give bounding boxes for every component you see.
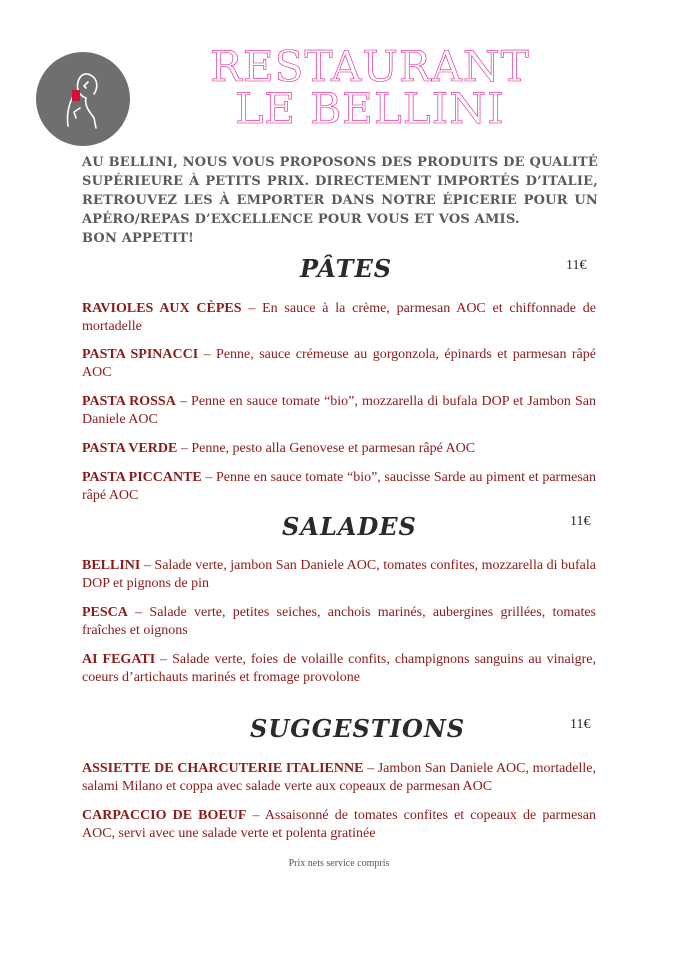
intro-paragraph <box>82 153 598 248</box>
section-title-salades: SALADES <box>282 512 417 541</box>
title-line-1: RESTAURANT <box>210 42 530 91</box>
menu-item-description: – En sauce à la crème, parmesan AOC et chiffonnade de mortadelle <box>82 301 596 334</box>
menu-item <box>82 557 596 593</box>
section-title-pates: PÂTES <box>300 254 393 283</box>
section-price-suggestions: 11€ <box>570 717 591 732</box>
menu-item-name: CARPACCIO DE BOEUF <box>82 808 247 823</box>
menu-item-name: PASTA PICCANTE <box>82 470 202 485</box>
menu-item-name: PASTA SPINACCI <box>82 347 199 362</box>
menu-item <box>82 760 596 796</box>
menu-item-description: – Penne en sauce tomate “bio”, mozzarella di bufala DOP et Jambon San Daniele AOC <box>82 394 597 427</box>
menu-item-description: – Penne en sauce tomate “bio”, saucisse Sarde au piment et parmesan râpé AOC <box>82 470 596 503</box>
menu-item-name: RAVIOLES AUX CÈPES <box>82 301 242 316</box>
section-title-suggestions: SUGGESTIONS <box>250 714 466 743</box>
section-price-salades: 11€ <box>570 514 591 529</box>
menu-item-description: – Salade verte, jambon San Daniele AOC, tomates confites, mozzarella di bufala DOP et pignons de pin <box>82 558 596 591</box>
woman-drinking-logo-icon <box>36 52 130 146</box>
menu-item-description: – Penne, sauce crémeuse au gorgonzola, épinards et parmesan râpé AOC <box>82 347 596 380</box>
menu-item <box>82 807 596 843</box>
menu-item-description: – Salade verte, foies de volaille confits, champignons sanguins au vinaigre, coeurs d’artichauts marinés et fromage provolone <box>82 652 596 685</box>
menu-item-name: BELLINI <box>82 558 141 573</box>
menu-item-description: – Jambon San Daniele AOC, mortadelle, salami Milano et coppa avec salade verte aux copeaux de parmesan AOC <box>82 761 597 794</box>
section-price-pates: 11€ <box>566 258 587 273</box>
menu-item <box>82 346 596 382</box>
menu-item <box>82 604 596 640</box>
menu-item-description: – Penne, pesto alla Genovese et parmesan râpé AOC <box>177 441 476 456</box>
menu-item-name: AI FEGATI <box>82 652 156 667</box>
menu-item <box>82 469 596 505</box>
menu-item-name: PESCA <box>82 605 128 620</box>
menu-item <box>82 393 596 429</box>
menu-item-name: PASTA VERDE <box>82 441 178 456</box>
menu-item-description: – Assaisonné de tomates confites et copeaux de parmesan AOC, servi avec une salade verte et polenta gratinée <box>82 808 596 841</box>
menu-item <box>82 300 596 336</box>
intro-text: AU BELLINI, NOUS VOUS PROPOSONS DES PRODUITS DE QUALITÉ SUPÉRIEURE À PETITS PRIX. DIRECTEMENT IMPORTÉS D’ITALIE, RETROUVEZ LES À EMPORTER DANS NOTRE ÉPICERIE POUR UN APÉRO/REPAS D’EXCELLENCE POUR VOUS ET VOS AMIS. <box>82 155 598 227</box>
footer-note: Prix nets service compris <box>288 858 390 869</box>
menu-item-name: ASSIETTE DE CHARCUTERIE ITALIENNE <box>82 761 364 776</box>
menu-item-name: PASTA ROSSA <box>82 394 176 409</box>
menu-item-description: – Salade verte, petites seiches, anchois marinés, aubergines grillées, tomates fraîches et oignons <box>82 605 596 638</box>
menu-item <box>82 440 596 458</box>
menu-item <box>82 651 596 687</box>
restaurant-title <box>190 42 550 133</box>
title-line-2: LE BELLINI <box>235 84 505 133</box>
intro-closing: BON APPETIT! <box>82 231 195 246</box>
